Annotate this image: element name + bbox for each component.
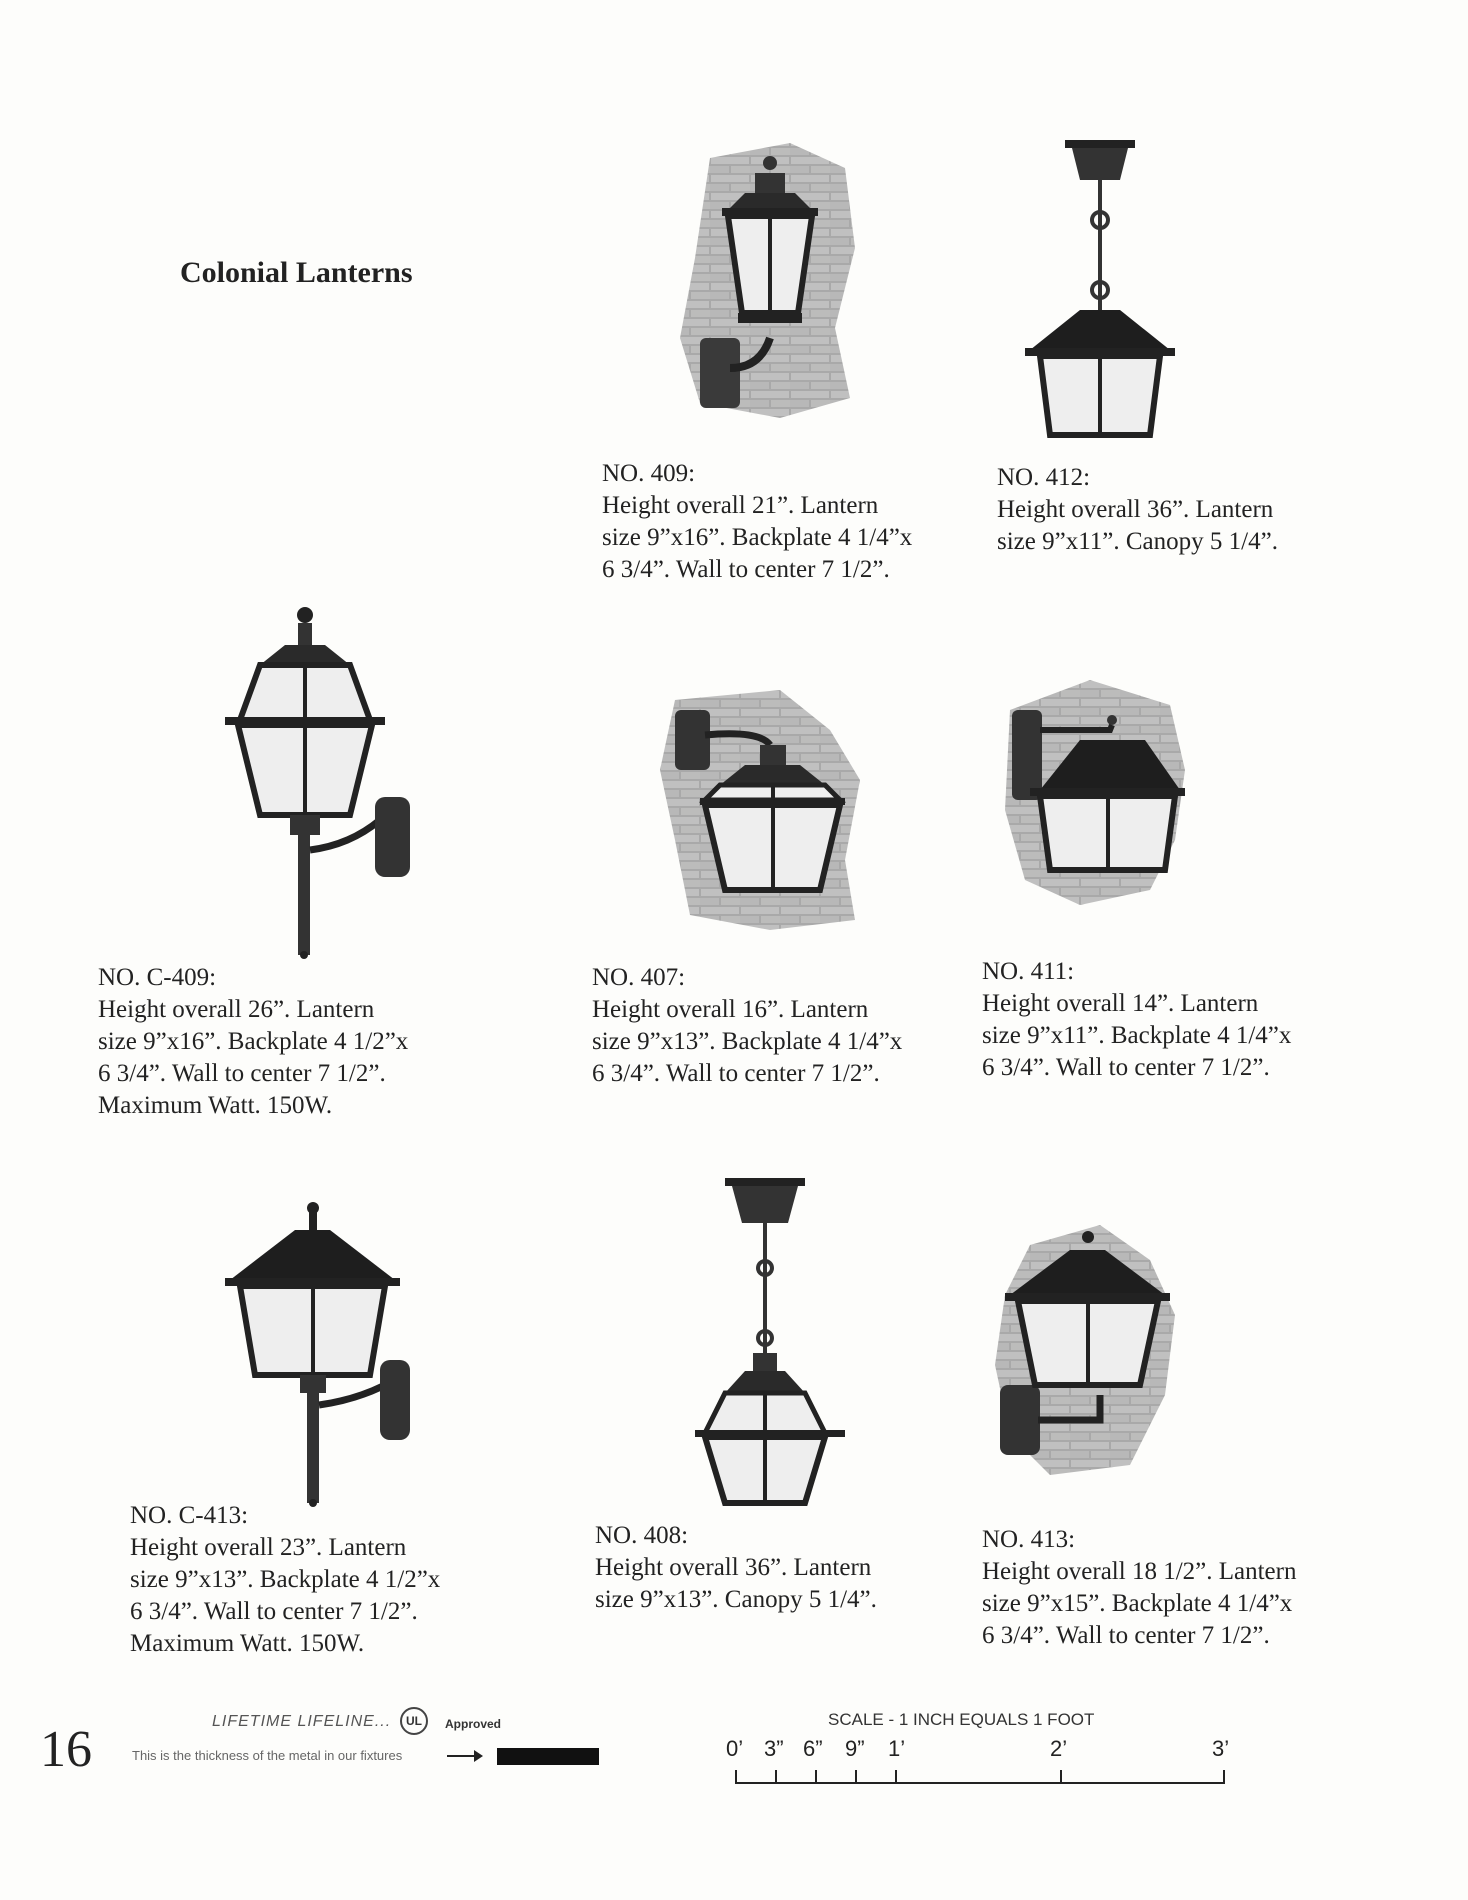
scale-label-1ft: 1’ <box>888 1736 906 1761</box>
product-411-description <box>982 956 1291 1084</box>
product-c409-line: Maximum Watt. 150W. <box>98 1092 333 1119</box>
scale-tick <box>895 1770 897 1784</box>
product-409-line: 6 3/4”. Wall to center 7 1/2”. <box>602 556 890 583</box>
product-c413-line: 6 3/4”. Wall to center 7 1/2”. <box>130 1598 418 1625</box>
scale-tick <box>815 1770 817 1784</box>
product-413-line: 6 3/4”. Wall to center 7 1/2”. <box>982 1622 1270 1649</box>
scale-label-9in: 9” <box>845 1736 865 1761</box>
approved-label: Approved <box>445 1717 502 1731</box>
product-c409-line: size 9”x16”. Backplate 4 1/2”x <box>98 1028 409 1055</box>
page-title: Colonial Lanterns <box>180 256 413 289</box>
product-c413-description <box>130 1500 440 1660</box>
product-411-line: size 9”x11”. Backplate 4 1/4”x <box>982 1022 1292 1049</box>
product-407-line: 6 3/4”. Wall to center 7 1/2”. <box>592 1060 880 1087</box>
scale-label-6in: 6” <box>803 1736 823 1761</box>
lifetime-lifeline-text: LIFETIME LIFELINE... <box>212 1713 392 1730</box>
product-413-line: Height overall 18 1/2”. Lantern <box>982 1558 1297 1585</box>
ul-logo-icon: UL <box>400 1707 428 1735</box>
product-407-number: NO. 407: <box>592 964 686 991</box>
arrow-right-icon <box>447 1755 481 1757</box>
product-413-number: NO. 413: <box>982 1526 1076 1553</box>
lantern-409-image <box>670 138 870 423</box>
product-412-line: Height overall 36”. Lantern <box>997 496 1274 523</box>
scale-label-3in: 3” <box>764 1736 784 1761</box>
metal-thickness-note: This is the thickness of the metal in our fixtures <box>132 1748 403 1763</box>
product-c409-line: Height overall 26”. Lantern <box>98 996 375 1023</box>
lantern-412-image <box>1010 140 1190 440</box>
scale-title: SCALE - 1 INCH EQUALS 1 FOOT <box>828 1710 1095 1729</box>
scale-tick <box>775 1770 777 1784</box>
product-413-description <box>982 1524 1296 1652</box>
product-408-number: NO. 408: <box>595 1522 689 1549</box>
scale-label-2ft: 2’ <box>1050 1736 1068 1761</box>
scale-tick <box>735 1770 737 1784</box>
product-407-description <box>592 962 902 1090</box>
product-408-line: Height overall 36”. Lantern <box>595 1554 872 1581</box>
scale-tick <box>855 1770 857 1784</box>
product-407-line: Height overall 16”. Lantern <box>592 996 869 1023</box>
lantern-408-image <box>690 1178 850 1508</box>
product-c409-number: NO. C-409: <box>98 964 217 991</box>
metal-thickness-bar <box>497 1748 599 1765</box>
product-411-line: 6 3/4”. Wall to center 7 1/2”. <box>982 1054 1270 1081</box>
product-c413-number: NO. C-413: <box>130 1502 249 1529</box>
product-409-line: size 9”x16”. Backplate 4 1/4”x <box>602 524 913 551</box>
lantern-411-image <box>1000 680 1190 910</box>
product-409-description <box>602 458 912 586</box>
product-412-line: size 9”x11”. Canopy 5 1/4”. <box>997 528 1278 555</box>
product-c413-line: Height overall 23”. Lantern <box>130 1534 407 1561</box>
page-number: 16 <box>40 1721 92 1778</box>
product-c409-line: 6 3/4”. Wall to center 7 1/2”. <box>98 1060 386 1087</box>
scale-tick <box>1060 1770 1062 1784</box>
product-411-number: NO. 411: <box>982 958 1075 985</box>
product-411-line: Height overall 14”. Lantern <box>982 990 1259 1017</box>
lantern-413-image <box>990 1225 1180 1475</box>
product-412-number: NO. 412: <box>997 464 1091 491</box>
product-407-line: size 9”x13”. Backplate 4 1/4”x <box>592 1028 903 1055</box>
lantern-407-image <box>660 690 870 930</box>
product-c413-line: size 9”x13”. Backplate 4 1/2”x <box>130 1566 441 1593</box>
scale-label-0: 0’ <box>726 1736 744 1761</box>
product-c409-description <box>98 962 408 1122</box>
scale-bar <box>735 1782 1225 1784</box>
lantern-c413-image <box>225 1200 415 1510</box>
product-413-line: size 9”x15”. Backplate 4 1/4”x <box>982 1590 1293 1617</box>
product-408-line: size 9”x13”. Canopy 5 1/4”. <box>595 1586 877 1613</box>
product-409-line: Height overall 21”. Lantern <box>602 492 879 519</box>
product-c413-line: Maximum Watt. 150W. <box>130 1630 365 1657</box>
scale-tick <box>1223 1770 1225 1784</box>
product-408-description <box>595 1520 877 1616</box>
product-409-number: NO. 409: <box>602 460 696 487</box>
product-412-description <box>997 462 1278 558</box>
lantern-c409-image <box>220 605 420 960</box>
scale-label-3ft: 3’ <box>1212 1736 1230 1761</box>
